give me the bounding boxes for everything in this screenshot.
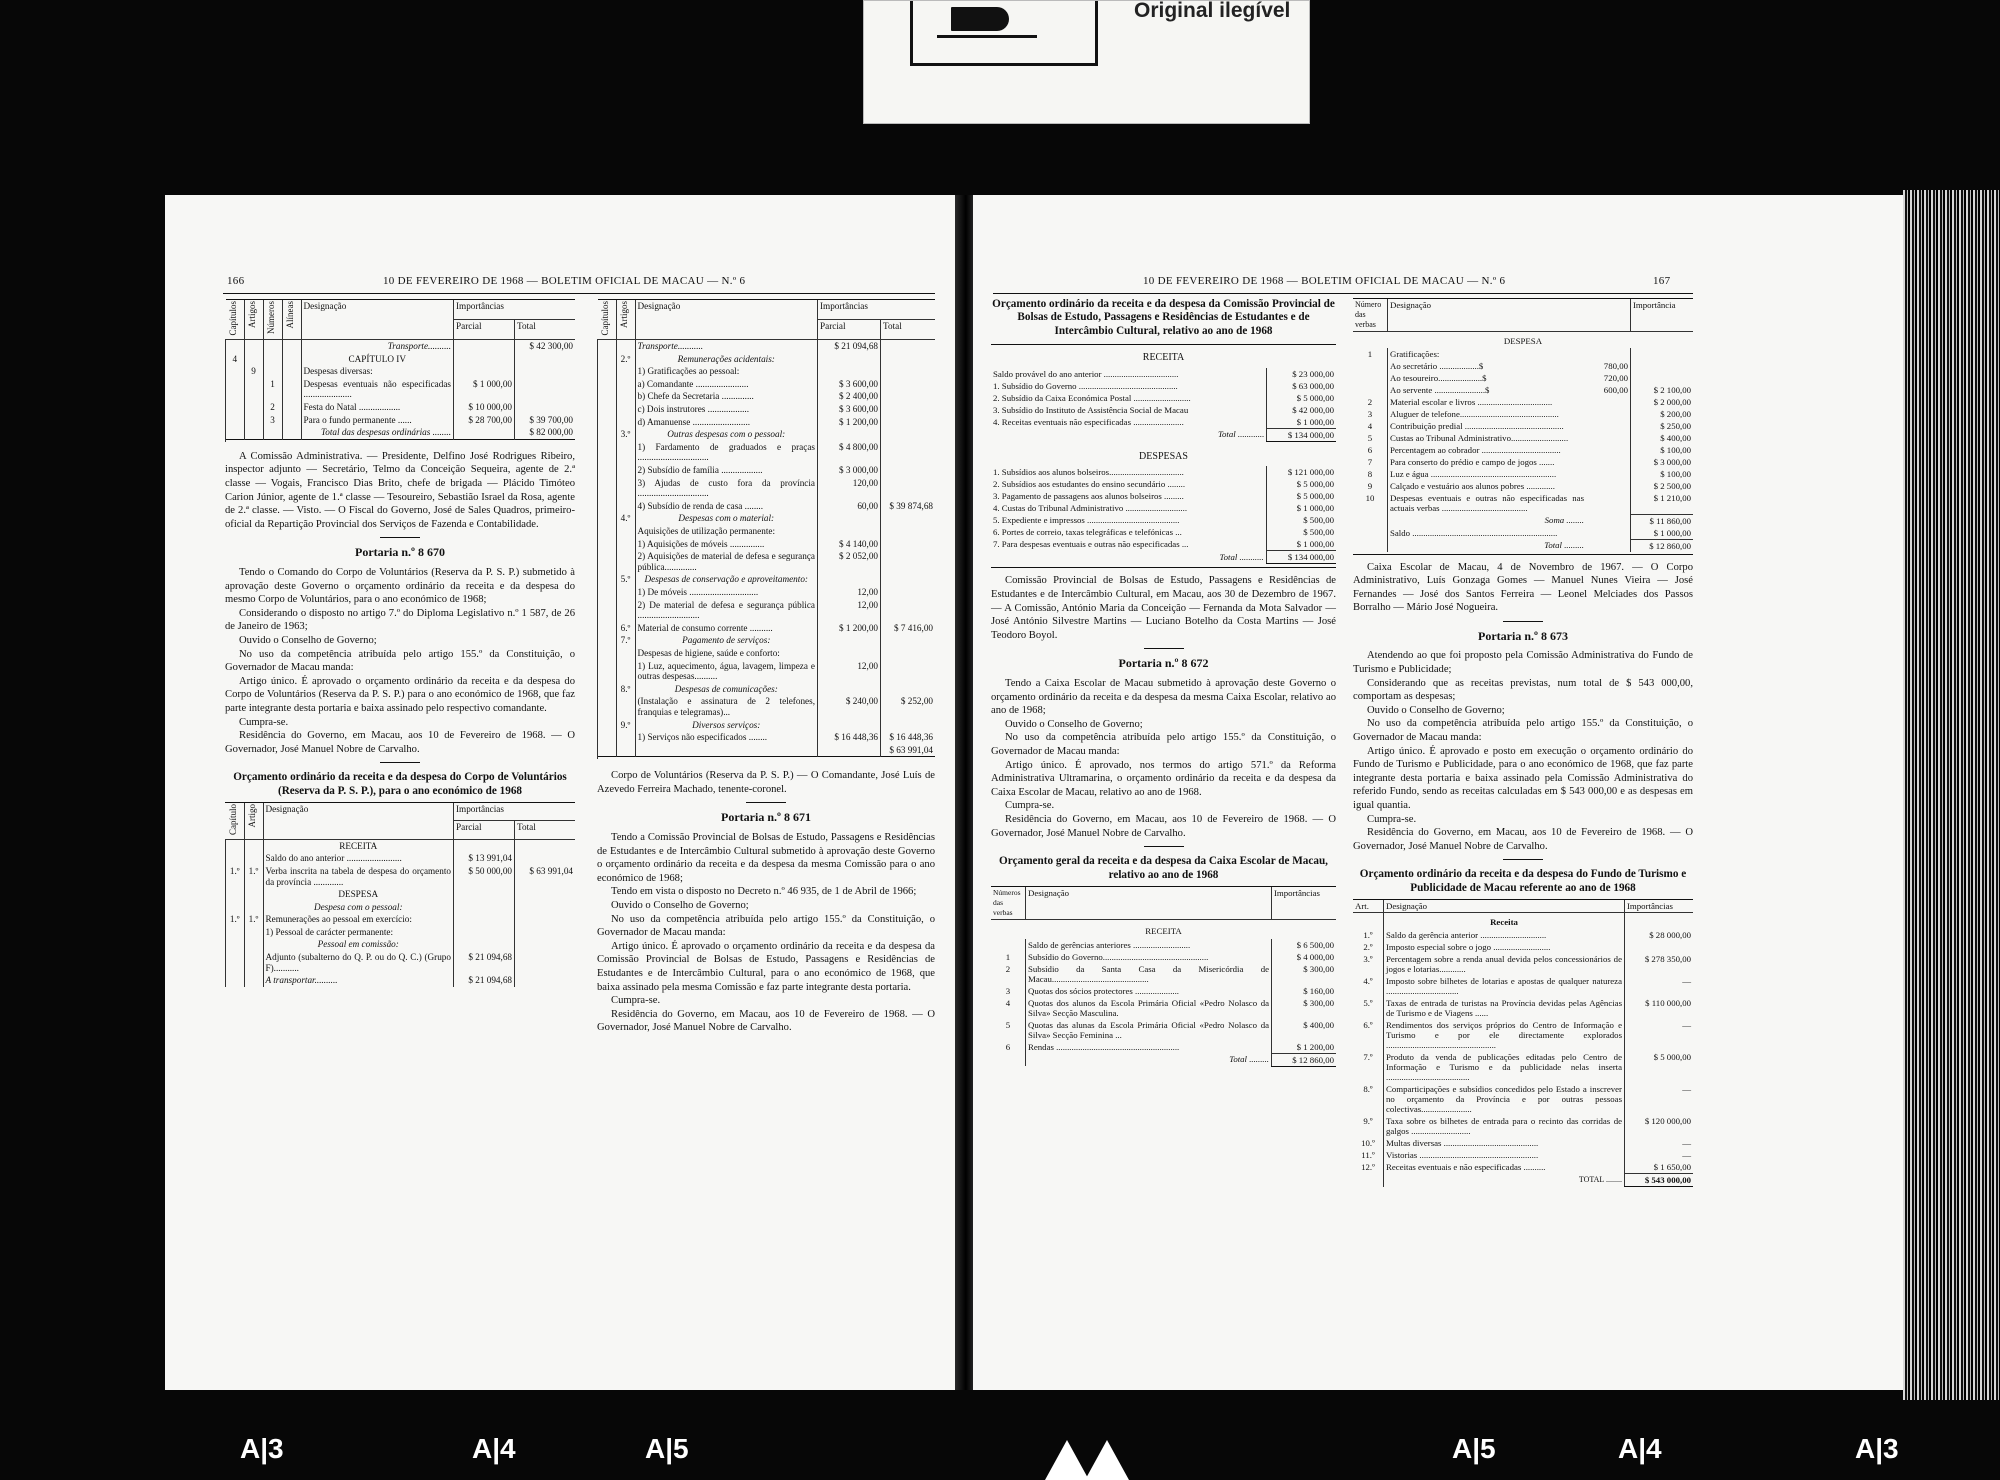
budget-table-cap4: Capítulos Artigos Números Alíneas Designação Importâncias Parcial Total Transporte.......... $ 42 300,00 4 CAPÍTULO IV 9 Despesas diversas: 1 Despesas eventuais não especificadas ..................... $ 1 000,00 2 Festa do Natal .................. $ 10 000,00 3 Para o fundo permanente ...... $ 28 700,00 $ 39 700,00 Total das despesas ordinárias ........ $ 82 000,00 bbox=[225, 299, 575, 442]
table-row: Transporte........... $ 21 094,68 bbox=[598, 340, 936, 353]
portaria-8670-title: Portaria n.º 8 670 bbox=[355, 545, 445, 560]
paragraph: Residência do Governo, em Macau, aos 10 de Fevereiro de 1968. — O Governador, José Manuel Nobre de Carvalho. bbox=[597, 1008, 935, 1034]
turismo-table: Art. Designação Importâncias Receita 1.º Saldo da gerência anterior .............................. $ 28 000,00 2.º Imposto especial sobre o jogo .......................... 3.º Percentagem sobre a renda anual devida pelos concessionários de jogos e lotarias............ $ 278 350,00 4.º Imposto sobre bilhetes de lotarias e apostas de qualquer natureza ................................. — 5.º Taxas de entrada de turistas na Província devidas pelas Agências de Turismo e de Viagens ...... $ 110 000,00 6.º Rendimentos dos serviços próprios do Centro de Informação e Turismo e por ele directamente explorados .................................................. — 7.º Produto da venda de publicações editadas pelo Centro de Informação e Turismo e da publicidade nelas inserta ...................................... $ 5 000,00 8.º Comparticipações e subsídios concedidos pelo Estado a inscrever no orçamento da Província e por outras pessoas colectivas....................... — 9.º Taxa sobre os bilhetes de entrada para o recinto das corridas de galgos ........................... $ 120 000,00 10.º Multas diversas ........................................... — 11.º Vistorias ...................................................... — 12.º Receitas eventuais e não especificadas .......... $ 1 650,00 TOTAL ........ $ 543 000,00 bbox=[1355, 901, 1691, 1186]
table-row: 4) Subsídio de renda de casa ........ 60,00 $ 39 874,68 bbox=[598, 500, 936, 513]
table-row: 7. Para despesas eventuais e outras não especificadas ... $ 1 000,00 bbox=[993, 539, 1334, 550]
table-row: 4.º Despesas com o material: bbox=[598, 512, 936, 525]
table-row: 4. Custas do Tribunal Administrativo ............................ $ 1 000,00 bbox=[993, 503, 1334, 514]
table-row: 5.º Despesas de conservação e aproveitamento: bbox=[598, 573, 936, 586]
portaria-8671-body bbox=[597, 831, 935, 1035]
table-row: 1) Aquisições de móveis ............... $ 4 140,00 bbox=[598, 538, 936, 551]
film-marker: A|3 bbox=[1855, 1433, 1899, 1464]
table-row: 1.º 1.º Verba inscrita na tabela de despesa do orçamento da província ............. $ 50 000,00 $ 63 991,04 bbox=[226, 865, 576, 888]
table-row: 3) Ajudas de custo fora da província ............................... 120,00 bbox=[598, 477, 936, 500]
table-row: 1) Gratificações ao pessoal: bbox=[598, 365, 936, 378]
paragraph: No uso da competência atribuída pelo artigo 155.º da Constituição, o Governador de Macau manda: bbox=[1353, 718, 1693, 744]
book-logo-icon bbox=[910, 1, 1098, 66]
paragraph: Ouvido o Conselho de Governo; bbox=[611, 900, 749, 912]
table-row: Total das despesas ordinárias ........ $ 82 000,00 bbox=[226, 426, 576, 439]
header-rule bbox=[993, 293, 1693, 294]
portaria-8670-body bbox=[225, 566, 575, 756]
left-column-2 bbox=[597, 299, 935, 1035]
table-row: 9.º Taxa sobre os bilhetes de entrada para o recinto das corridas de galgos ........................... $ 120 000,00 bbox=[1363, 1116, 1691, 1137]
table-row: 4 Quotas dos alunos da Escola Primária Oficial «Pedro Nolasco da Silva» Secção Masculina. $ 300,00 bbox=[1005, 997, 1334, 1018]
paragraph: No uso da competência atribuída pelo artigo 155.º da Constituição, o Governador de Macau manda: bbox=[991, 732, 1336, 757]
running-header: 10 DE FEVEREIRO DE 1968 — BOLETIM OFICIAL DE MACAU — N.º 6 bbox=[1143, 275, 1506, 287]
receita-heading: RECEITA bbox=[1142, 352, 1185, 364]
table-row: 1 Subsídio do Governo................................................ $ 4 000,00 bbox=[1005, 951, 1334, 962]
page-number: 166 bbox=[227, 275, 245, 287]
table-row: Pessoal em comissão: bbox=[226, 938, 576, 951]
table-row: 7.º Produto da venda de publicações editadas pelo Centro de Informação e Turismo e da publicidade nelas inserta ...................................... $ 5 000,00 bbox=[1363, 1052, 1691, 1083]
table-row: 6. Portes de correio, taxas telegráficas e telefónicas ... $ 500,00 bbox=[993, 527, 1334, 538]
table-row: 1 Gratificações: bbox=[1353, 348, 1693, 360]
paragraph: Tendo o Comando do Corpo de Voluntários (Reserva da P. S. P.) submetido à aprovação deste Governo o orçamento ordinário da receita e da despesa do mesmo Corpo de Voluntários, para o ano económico de 1968; bbox=[225, 567, 575, 606]
page-number: 167 bbox=[1653, 275, 1671, 287]
table-row: 2) Aquisições de material de defesa e segurança pública.............. $ 2 052,00 bbox=[598, 550, 936, 573]
table-row: 2.º Remunerações acidentais: bbox=[598, 353, 936, 366]
paragraph: Residência do Governo, em Macau, aos 10 de Fevereiro de 1968. — O Governador, José Manuel Nobre de Carvalho. bbox=[225, 730, 575, 755]
paragraph: Cumpra-se. bbox=[1367, 813, 1417, 825]
paragraph: Atendendo ao que foi proposto pela Comissão Administrativa do Fundo de Turismo e Publicidade; bbox=[1353, 650, 1693, 676]
total-row: Total ........... $ 134 000,00 bbox=[1219, 551, 1334, 563]
table-row: 8.º Comparticipações e subsídios concedidos pelo Estado a inscrever no orçamento da Província e por outras pessoas colectivas....................... — bbox=[1363, 1084, 1691, 1115]
voluntarios-budget-table: Capítulo Artigo Designação Importâncias Parcial Total RECEITA Saldo do ano anterior ........................ $ 13 991,04 1.º 1.º Verba inscrita na tabela de despesa do orçamento da província ............. $ 50 000,00 $ 63 991,04 DESPESA Despesa com o pessoal: 1.º 1.º Remunerações ao pessoal em exercício: 1) Pessoal de carácter permanente: Pessoal em comissão: Adjunto (subalterno do Q. P. ou do Q. C.) (Grupo F)........... $ 21 094,68 A transportar.......... $ 21 094,68 bbox=[227, 804, 573, 986]
table-row: A transportar.......... $ 21 094,68 bbox=[226, 974, 576, 987]
caixa-title: Orçamento geral da receita e da despesa da Caixa Escolar de Macau, relativo ao ano de 1968 bbox=[999, 855, 1328, 881]
table-row: 3.º Percentagem sobre a renda anual devida pelos concessionários de jogos e lotarias............ $ 278 350,00 bbox=[1363, 954, 1691, 975]
table-row: DESPESA bbox=[226, 888, 576, 901]
table-row: 2) De material de defesa e segurança pública ........................... 12,00 bbox=[598, 599, 936, 622]
table-row: 6 Percentagem ao cobrador .................................... $ 100,00 bbox=[1367, 445, 1691, 455]
table-row: 2 Material escolar e livros .................................. $ 2 000,00 bbox=[1367, 397, 1691, 407]
right-column-1 bbox=[991, 298, 1336, 1067]
paragraph: Ouvido o Conselho de Governo; bbox=[239, 634, 377, 646]
table-row: 3. Subsídio do Instituto de Assistência Social de Macau $ 42 000,00 bbox=[993, 404, 1334, 415]
table-row: 9 Calçado e vestuário aos alunos pobres ............. $ 2 500,00 bbox=[1367, 481, 1691, 491]
table-row: 4. Receitas eventuais não especificadas ....................... $ 1 000,00 bbox=[993, 416, 1334, 427]
table-row: 1. Subsídios aos alunos bolseiros.................................. $ 121 000,00 bbox=[993, 467, 1334, 478]
paragraph: Cumpra-se. bbox=[1005, 800, 1055, 812]
table-row: Transporte.......... $ 42 300,00 bbox=[226, 340, 576, 353]
bolsas-receita-table bbox=[991, 368, 1336, 442]
running-header: 10 DE FEVEREIRO DE 1968 — BOLETIM OFICIAL DE MACAU — N.º 6 bbox=[383, 275, 746, 287]
table-row: 2. Subsídios aos estudantes do ensino secundário ........ $ 5 000,00 bbox=[993, 479, 1334, 490]
paragraph: Artigo único. É aprovado, nos termos do artigo 571.º da Reforma Administrativa Ultramarina, o orçamento ordinário da receita e da despesa da Caixa Escolar de Macau, relativo ao ano de 1968. bbox=[991, 759, 1336, 798]
bolsas-despesas-table bbox=[991, 466, 1336, 564]
table-row: 5. Expediente e impressos .......................................... $ 500,00 bbox=[993, 515, 1334, 526]
paragraph: Artigo único. É aprovado o orçamento ordinário da receita e da despesa da Comissão Provincial de Bolsas de Estudo, Passagens e Residências de Estudantes e de Intercâmbio Cultural, para o ano económico de 1968, que baixa assinado pela mesma Comissão e faz parte integrante desta portaria. bbox=[597, 940, 935, 993]
paragraph: Considerando o disposto no artigo 7.º do Diploma Legislativo n.º 1 587, de 26 de Janeiro de 1963; bbox=[225, 607, 575, 633]
table-row: 3. Pagamento de passagens aos alunos bolseiros ......... $ 5 000,00 bbox=[993, 491, 1334, 502]
paragraph: Ouvido o Conselho de Governo; bbox=[1367, 704, 1505, 716]
paragraph: Cumpra-se. bbox=[239, 716, 289, 728]
table-row: 1) Serviços não especificados ........ $ 16 448,36 $ 16 448,36 bbox=[598, 731, 936, 744]
table-row: 10 Despesas eventuais e outras não especificadas nas actuais verbas ....................................... $ 1 210,00 bbox=[1365, 493, 1691, 513]
table-row: b) Chefe da Secretaria .............. $ 2 400,00 bbox=[598, 390, 936, 403]
table-row: Aquisições de utilização permanente: bbox=[598, 525, 936, 538]
paragraph: Tendo em vista o disposto no Decreto n.º 46 935, de 1 de Abril de 1966; bbox=[611, 886, 917, 898]
table-row: 8 Luz e água ......................................................... $ 100,00 bbox=[1367, 469, 1691, 479]
paragraph: Residência do Governo, em Macau, aos 10 de Fevereiro de 1968. — O Governador, José Manuel Nobre de Carvalho. bbox=[1353, 827, 1693, 852]
paragraph: Considerando que as receitas previstas, num total de $ 543 000,00, comportam as despesas; bbox=[1353, 677, 1693, 703]
caixa-receita-table: Números das verbas Designação Importâncias RECEITA Saldo de gerências anteriores .......................... $ 6 500,00 1 Subsídio do Governo................................................ $ 4 000,00 2 Subsídio da Santa Casa da Misericórdia de Macau............................................ $ 300,00 3 Quotas dos sócios protectores .................... $ 160,00 4 Quotas dos alunos da Escola Primária Oficial «Pedro Nolasco da Silva» Secção Masculina. $ 300,00 5 Quotas das alunas da Escola Primária Oficial «Pedro Nolasco da Silva» Secção Feminina ... $ 400,00 6 Rendas ........................................................ $ 1 200,00 Total ......... $ 12 860,00 bbox=[993, 887, 1334, 1065]
table-row: TOTAL ........ $ 543 000,00 bbox=[1353, 1174, 1693, 1187]
table-row: 5 Custas ao Tribunal Administrativo.......................... $ 400,00 bbox=[1367, 433, 1691, 443]
commission-text: A Comissão Administrativa. — Presidente, Delfino José Rodrigues Ribeiro, inspector adjunto — Secretário, Telmo da Conceição Sequeira, agente de 2.ª classe — Vogais, Francisco Dias Brito, chefe de brigada — Plácido Timóteo Carion Júnior, agente de 1.ª classe — Tesoureiro, Sebastião Israel da Rosa, agente de 2.ª classe. — Visto. — O Fiscal do Governo, José de Sales Quadros, primeiro-oficial da Repartição Provincial dos Serviços de Fazenda e Contabilidade. bbox=[225, 450, 575, 530]
table-row: Ao servente .......................$ 600,00 $ 2 100,00 bbox=[1353, 384, 1693, 396]
header-rule bbox=[223, 293, 935, 294]
table-row: 2. Subsídio da Caixa Económica Postal .......................... $ 5 000,00 bbox=[993, 392, 1334, 403]
table-row: 5 Quotas das alunas da Escola Primária Oficial «Pedro Nolasco da Silva» Secção Feminina ... $ 400,00 bbox=[1005, 1019, 1334, 1040]
table-row: Saldo de gerências anteriores .......................... $ 6 500,00 bbox=[991, 939, 1336, 951]
right-column-2 bbox=[1353, 298, 1693, 1187]
bolsas-title: Orçamento ordinário da receita e da despesa da Comissão Provincial de Bolsas de Estudo, Passagens e Residências de Estudantes e de Intercâmbio Cultural, relativo ao ano de 1968 bbox=[992, 298, 1335, 337]
total-row: Total ............ $ 134 000,00 bbox=[1217, 429, 1334, 440]
table-row: 2 Festa do Natal .................. $ 10 000,00 bbox=[226, 401, 576, 414]
table-row: 4 CAPÍTULO IV bbox=[226, 353, 576, 366]
table-row: 3.º Outras despesas com o pessoal: bbox=[598, 428, 936, 441]
center-arrow-icon bbox=[1085, 1440, 1129, 1480]
table-row: 3 Quotas dos sócios protectores .................... $ 160,00 bbox=[1005, 985, 1334, 996]
table-row: 4 Contribuição predial ............................................. $ 250,00 bbox=[1367, 421, 1691, 431]
bolsas-signature: Comissão Provincial de Bolsas de Estudo, Passagens e Residências de Estudantes e de Intercâmbio Cultural, em Macau, aos 30 de Dezembro de 1967. — A Comissão, António Maria da Conceição — Fernanda da Mota Salvador — José António Silvestre Martins — Luciano Botelho da Costa Martins — José Teodoro Boyol. bbox=[991, 575, 1336, 641]
portaria-8673-body bbox=[1353, 649, 1693, 853]
right-page bbox=[973, 195, 1903, 1390]
table-row: Saldo do ano anterior ........................ $ 13 991,04 bbox=[226, 852, 576, 865]
voluntarios-budget-table-cont: Capítulos Artigos Designação Importâncias Parcial Total Transporte........... $ 21 094,68 2.º Remunerações acidentais: 1) Gratificações ao pessoal: a) Comandante ....................... $ 3 600,00 b) Chefe da Secretaria .............. $ 2 400,00 c) Dois instrutores .................. $ 3 600,00 d) Amanuense ......................... $ 1 200,00 3.º Outras despesas com o pessoal: 1) Fardamento de graduados e praças ............................... $ 4 800,00 2) Subsídio de família .................. $ 3 000,00 3) Ajudas de custo fora da província ............................... 120,00 4) Subsídio de renda de casa ........ 60,00 $ 39 874,68 4.º Despesas com o material: Aquisições de utilização permanente: 1) Aquisições de móveis ............... $ 4 140,00 2) Aquisições de material de defesa e segurança pública.............. $ 2 052,00 5.º Despesas de conservação e aproveitamento: 1) De móveis .............................. 12,00 2) De material de defesa e segurança pública ........................... 12,00 6.º Material de consumo corrente .......... $ 1 200,00 $ 7 416,00 7.º Pagamento de serviços: Despesas de higiene, saúde e conforto: 1) Luz, aquecimento, água, lavagem, limpeza e outras despesas.......... 12,00 8.º Despesas de comunicações: (Instalação e assinatura de 2 telefones, franquias e telegramas)... $ 240,00 $ 252,00 9.º Diversos serviços: 1) Serviços não especificados ........ $ 16 448,36 $ 16 448,36 $ 63 991,04 bbox=[597, 299, 935, 759]
table-row: 3 Para o fundo permanente ...... $ 28 700,00 $ 39 700,00 bbox=[226, 414, 576, 427]
paragraph: No uso da competência atribuída pelo artigo 155.º da Constituição, o Governador de Macau manda: bbox=[225, 648, 575, 674]
film-marker: A|4 bbox=[472, 1433, 516, 1464]
table-row: 1. Subsídio do Governo ............................................. $ 63 000,00 bbox=[993, 380, 1334, 391]
portaria-8672-title: Portaria n.º 8 672 bbox=[1118, 656, 1209, 671]
table-row: 1) Luz, aquecimento, água, lavagem, limpeza e outras despesas.......... 12,00 bbox=[598, 660, 936, 683]
table-row: 3 Aluguer de telefone............................................. $ 200,00 bbox=[1367, 409, 1691, 419]
table-row: 2.º Imposto especial sobre o jogo .......................... bbox=[1353, 941, 1693, 953]
table-row: 9 Despesas diversas: bbox=[226, 365, 576, 378]
section-heading: DESPESA bbox=[1503, 336, 1543, 346]
table-row: 1) Fardamento de graduados e praças ............................... $ 4 800,00 bbox=[598, 441, 936, 464]
table-row: 2 Subsídio da Santa Casa da Misericórdia de Macau............................................ $ 300,00 bbox=[1005, 963, 1334, 984]
portaria-8673-title: Portaria n.º 8 673 bbox=[1478, 628, 1568, 643]
table-row: c) Dois instrutores .................. $ 3 600,00 bbox=[598, 403, 936, 416]
left-page bbox=[165, 195, 955, 1390]
book-spine bbox=[955, 195, 973, 1390]
stamp-label: Original ilegível bbox=[1134, 0, 1291, 22]
table-row: 1.º 1.º Remunerações ao pessoal em exercício: bbox=[226, 913, 576, 926]
table-row: 7.º Pagamento de serviços: bbox=[598, 634, 936, 647]
turismo-title: Orçamento ordinário da receita e da despesa do Fundo de Turismo e Publicidade de Macau referente ao ano de 1968 bbox=[1359, 868, 1687, 894]
left-column-1 bbox=[225, 299, 575, 987]
table-row: Despesas de higiene, saúde e conforto: bbox=[598, 647, 936, 660]
center-arrow-icon bbox=[1045, 1440, 1089, 1480]
film-marker: A|5 bbox=[1452, 1433, 1496, 1464]
section-heading: RECEITA bbox=[1145, 925, 1182, 936]
table-row: Soma ........ $ 11 860,00 bbox=[1353, 514, 1693, 527]
table-row: 12.º Receitas eventuais e não especificadas .......... $ 1 650,00 bbox=[1361, 1162, 1691, 1173]
table-row: 9.º Diversos serviços: bbox=[598, 719, 936, 732]
table-row: 6.º Rendimentos dos serviços próprios do Centro de Informação e Turismo e por ele directamente explorados .................................................. — bbox=[1363, 1020, 1691, 1051]
section-heading: Receita bbox=[1353, 913, 1693, 930]
table-row: RECEITA bbox=[226, 839, 576, 852]
table-row: $ 63 991,04 bbox=[598, 744, 936, 757]
table-row: 5.º Taxas de entrada de turistas na Província devidas pelas Agências de Turismo e de Viagens ...... $ 110 000,00 bbox=[1363, 998, 1691, 1019]
table-row: 8.º Despesas de comunicações: bbox=[598, 683, 936, 696]
paragraph: Artigo único. É aprovado o orçamento ordinário da receita e da despesa do Corpo de Voluntários (Reserva da P. S. P.) para o ano económico de 1968, que faz parte integrante desta portaria e baixa assinado pelo respectivo comandante. bbox=[225, 675, 575, 714]
film-marker: A|4 bbox=[1618, 1433, 1662, 1464]
table-row: a) Comandante ....................... $ 3 600,00 bbox=[598, 378, 936, 391]
table-row: Despesa com o pessoal: bbox=[226, 901, 576, 914]
table-row: 4.º Imposto sobre bilhetes de lotarias e apostas de qualquer natureza ................................. — bbox=[1363, 976, 1691, 997]
table-row: Saldo .................................................................. $ 1 000,00 bbox=[1353, 527, 1693, 540]
film-marker: A|3 bbox=[240, 1433, 284, 1464]
table-row: (Instalação e assinatura de 2 telefones, franquias e telegramas)... $ 240,00 $ 252,00 bbox=[598, 695, 936, 718]
caixa-despesa-table: Número das verbas Designação Importância DESPESA 1 Gratificações: Ao secretário ..................$ 780,00 Ao tesoureiro....................$ 720,00 Ao servente .......................$ 600,00 $ 2 100,00 2 Material escolar e livros .................................. $ 2 000,00 3 Aluguer de telefone............................................. $ 200,00 4 Contribuição predial ............................................. $ 250,00 5 Custas ao Tribunal Administrativo.......................... $ 400,00 6 Percentagem ao cobrador .................................... $ 100,00 7 Para conserto do prédio e campo de jogos ....... $ 3 000,00 8 Luz e água ......................................................... $ 100,00 9 Calçado e vestuário aos alunos pobres ............. $ 2 500,00 10 Despesas eventuais e outras não especificadas nas actuais verbas ....................................... $ 1 210,00 Soma ........ $ 11 860,00 Saldo .................................................................. $ 1 000,00 Total ......... $ 12 860,00 bbox=[1355, 300, 1691, 551]
table-row: Saldo provável do ano anterior .................................. $ 23 000,00 bbox=[993, 368, 1334, 379]
paragraph: No uso da competência atribuída pelo artigo 155.º da Constituição, o Governador de Macau manda: bbox=[597, 913, 935, 939]
table-row: d) Amanuense ......................... $ 1 200,00 bbox=[598, 416, 936, 429]
table-row: 1.º Saldo da gerência anterior .............................. $ 28 000,00 bbox=[1363, 930, 1691, 941]
voluntarios-signature: Corpo de Voluntários (Reserva da P. S. P.) — O Comandante, José Luís de Azevedo Ferreira Machado, tenente-coronel. bbox=[597, 770, 935, 795]
table-row: Ao secretário ..................$ 780,00 bbox=[1353, 360, 1693, 372]
table-row: 7 Para conserto do prédio e campo de jogos ....... $ 3 000,00 bbox=[1367, 457, 1691, 467]
total-row: Total ......... $ 12 860,00 bbox=[991, 1053, 1336, 1066]
page-stack-edge bbox=[1903, 190, 2000, 1400]
table-row: Adjunto (subalterno do Q. P. ou do Q. C.) (Grupo F)........... $ 21 094,68 bbox=[226, 951, 576, 974]
illegible-original-stamp bbox=[863, 0, 1310, 124]
paragraph: Residência do Governo, em Macau, aos 10 de Fevereiro de 1968. — O Governador, José Manuel Nobre de Carvalho. bbox=[991, 813, 1336, 839]
portaria-8672-body bbox=[991, 677, 1336, 840]
despesas-heading: DESPESAS bbox=[1139, 450, 1188, 462]
paragraph: Tendo a Caixa Escolar de Macau submetido à aprovação deste Governo o orçamento ordinário da receita e da despesa da mesma Caixa Escolar, relativo ao ano de 1968; bbox=[991, 677, 1336, 717]
table-row: 6.º Material de consumo corrente .......... $ 1 200,00 $ 7 416,00 bbox=[598, 622, 936, 635]
paragraph: Ouvido o Conselho de Governo; bbox=[1005, 718, 1143, 730]
film-marker: A|5 bbox=[645, 1433, 689, 1464]
table-row: 6 Rendas ........................................................ $ 1 200,00 bbox=[1005, 1041, 1334, 1052]
table-row: 11.º Vistorias ...................................................... — bbox=[1361, 1150, 1691, 1161]
table-row: 10.º Multas diversas ........................................... — bbox=[1361, 1138, 1691, 1149]
portaria-8671-title: Portaria n.º 8 671 bbox=[721, 810, 811, 825]
table-row: Ao tesoureiro....................$ 720,00 bbox=[1353, 372, 1693, 384]
paragraph: Cumpra-se. bbox=[611, 995, 661, 1007]
table-row: 1) Pessoal de carácter permanente: bbox=[226, 926, 576, 939]
paragraph: Artigo único. É aprovado e posto em execução o orçamento ordinário do Fundo de Turismo e Publicidade, para o ano económico de 1968, que faz parte integrante desta portaria e baixa assinado pela Comissão Administrativa do referido Fundo, sendo as receitas calculadas em $ 543 000,00 e as despesas em igual quantia. bbox=[1353, 745, 1693, 811]
table-row: 1 Despesas eventuais não especificadas ..................... $ 1 000,00 bbox=[226, 378, 576, 401]
orcamento-voluntarios-title: Orçamento ordinário da receita e da despesa do Corpo de Voluntários (Reserva da P. S. P.), para o ano económico de 1968 bbox=[233, 771, 567, 797]
caixa-signature: Caixa Escolar de Macau, 4 de Novembro de 1967. — O Corpo Administrativo, Luís Gonzaga Gomes — Manuel Nunes Vieira — José Fernandes — José dos Santos Ferreira — Leonel Melciades dos Passos Borralho — Mário José Nogueira. bbox=[1353, 561, 1693, 614]
table-row: 1) De móveis .............................. 12,00 bbox=[598, 586, 936, 599]
table-row: Total ......... $ 12 860,00 bbox=[1353, 539, 1693, 552]
table-row: 2) Subsídio de família .................. $ 3 000,00 bbox=[598, 464, 936, 477]
paragraph: Tendo a Comissão Provincial de Bolsas de Estudo, Passagens e Residências de Estudantes e de Intercâmbio Cultural submetido à aprovação deste Governo o orçamento ordinário da receita e da despesa da mesma Comissão para o ano económico de 1968; bbox=[597, 832, 935, 884]
